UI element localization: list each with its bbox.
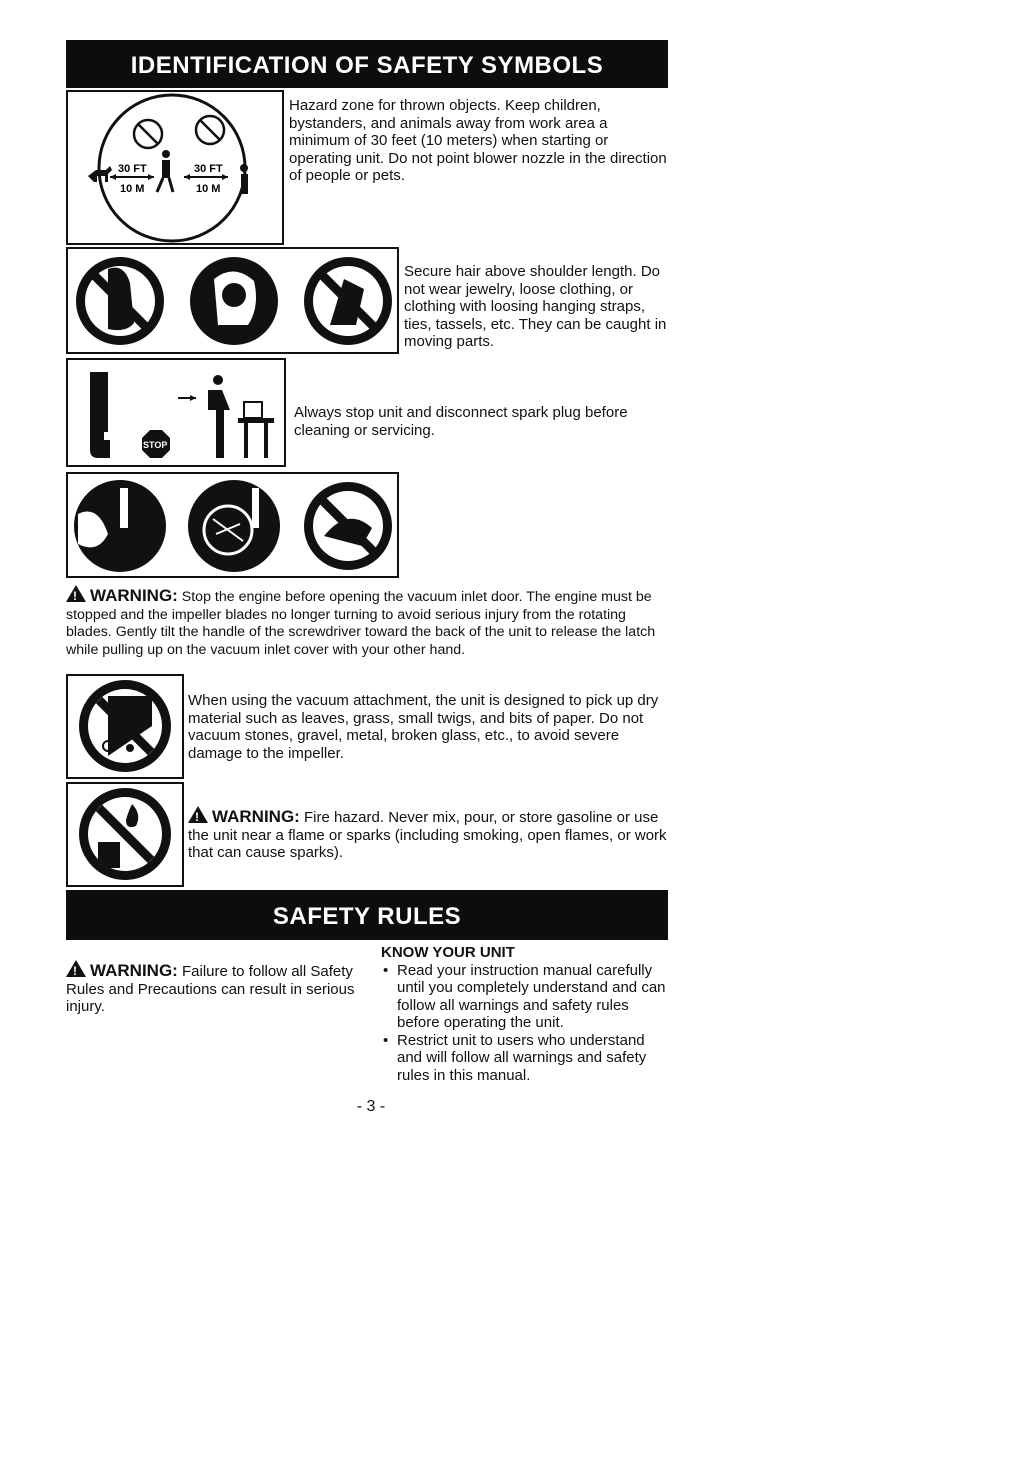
vacuum-door-text: Stop the engine before opening the vacuum inlet door. The engine must be stopped and the impeller blades no longer turning to avoid serious injury from the rotating blades. Gently tilt the handle of the screwdriver toward the back of the unit to release the latch while pulling up on the vacuum inlet cover with your other hand. — [66, 589, 656, 658]
hair-text: Secure hair above shoulder length. Do not wear jewelry, loose clothing, or clothing with loosing hanging straps, ties, tassels, etc. They can be caught in moving parts. — [404, 263, 667, 350]
page-number: - 3 - — [356, 1098, 386, 1115]
warning-triangle-icon — [66, 960, 86, 977]
stop-disconnect-icon — [68, 360, 284, 465]
hand-in-inlet-prohibited-icon — [304, 482, 392, 570]
tied-hair-icon — [190, 257, 278, 345]
fire-text: Fire hazard. Never mix, pour, or store gasoline or use the unit near a flame or sparks (including smoking, open flames, or work that can cause sparks). — [188, 809, 667, 861]
vacuum-door-icons — [68, 474, 397, 576]
fire-warning — [188, 806, 668, 862]
know-your-unit-section — [381, 944, 671, 1084]
distance-label: 30 FT — [118, 163, 147, 175]
long-hair-prohibited-icon — [76, 257, 164, 345]
stop-symbol-box — [66, 358, 286, 467]
vacuum-material-text: When using the vacuum attachment, the unit is designed to pick up dry material such as leaves, grass, small twigs, and bits of paper. Do not vacuum stones, gravel, metal, broken glass, etc., to avoid severe damage to the impeller. — [188, 692, 659, 762]
screwdriver-latch-icon — [74, 480, 166, 572]
loose-clothing-prohibited-icon — [304, 257, 392, 345]
vacuum-door-symbol-box — [66, 472, 399, 578]
hazard-zone-text: Hazard zone for thrown objects. Keep children, bystanders, and animals away from work area a minimum of 30 feet (10 meters) when starting or operating unit. Do not point blower nozzle in the direction of people or pets. — [289, 97, 667, 184]
vacuum-material-symbol-box — [66, 674, 184, 779]
distance-label: 10 M — [120, 183, 145, 195]
no-hard-debris-icon — [68, 676, 182, 777]
warning-triangle-icon — [66, 585, 86, 602]
no-flame-icon — [68, 784, 182, 885]
hazard-zone-icon — [68, 92, 282, 243]
stop-text: Always stop unit and disconnect spark plug before cleaning or servicing. — [294, 404, 628, 439]
distance-label: 10 M — [196, 183, 221, 195]
fire-symbol-box — [66, 782, 184, 887]
warning-label: WARNING: — [90, 586, 178, 605]
know-your-unit-title: KNOW YOUR UNIT — [381, 944, 515, 961]
hair-clothing-icons — [68, 249, 397, 352]
inlet-cover-icon — [188, 480, 280, 572]
warning-label: WARNING: — [90, 961, 178, 980]
warning-label: WARNING: — [212, 807, 300, 826]
vacuum-door-warning — [66, 585, 670, 659]
section-header-identification: IDENTIFICATION OF SAFETY SYMBOLS — [66, 40, 668, 88]
safety-rules-warning — [66, 960, 366, 1016]
warning-triangle-icon — [188, 806, 208, 823]
stop-sign-label: STOP — [143, 440, 168, 450]
hair-symbol-box — [66, 247, 399, 354]
list-item: • Restrict unit to users who understand and will follow all warnings and safety rules in this manual. — [381, 1032, 671, 1085]
section-header-safety-rules: SAFETY RULES — [66, 890, 668, 940]
distance-label: 30 FT — [194, 163, 223, 175]
list-item: • Read your instruction manual carefully until you completely understand and can follow all warnings and safety rules before operating the unit. — [381, 962, 671, 1032]
hazard-zone-symbol-box — [66, 90, 284, 245]
safety-rules-warning-text: Failure to follow all Safety Rules and Precautions can result in serious injury. — [66, 963, 355, 1015]
